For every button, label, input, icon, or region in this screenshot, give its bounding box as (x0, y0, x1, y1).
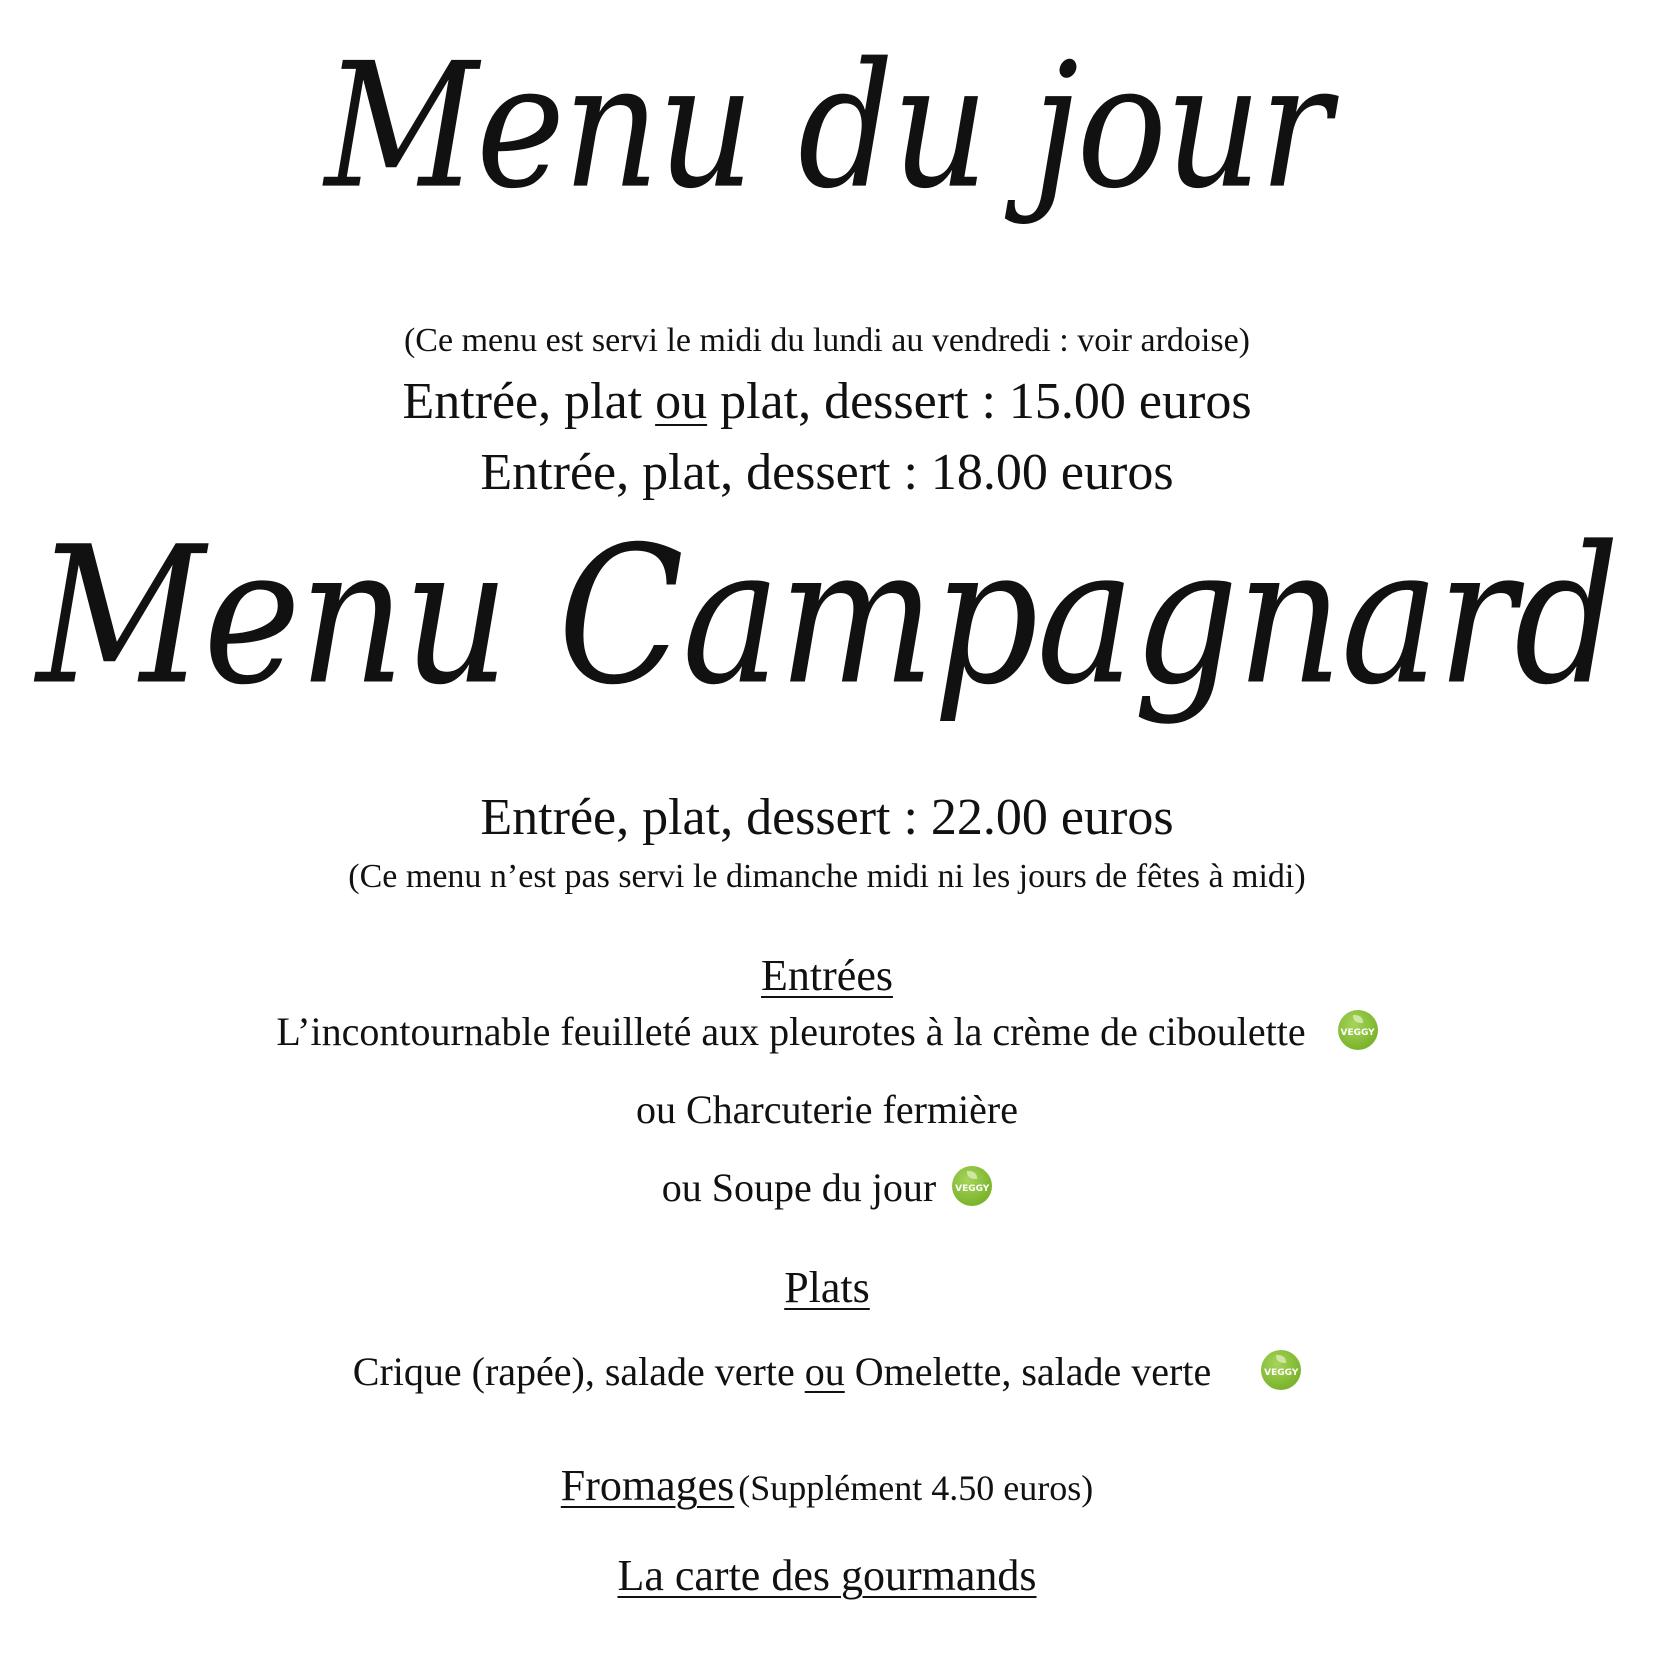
menu-campagnard-title: Menu Campagnard (36, 505, 1618, 727)
entree-item-1-label: L’incontournable feuilleté aux pleurotes à la crème de ciboulette (276, 1009, 1306, 1054)
entrees-heading: Entrées (761, 951, 893, 1000)
entree-item-3 (0, 1164, 1654, 1212)
menu-du-jour-price-2: Entrée, plat, dessert : 18.00 euros (480, 444, 1174, 501)
entree-item-2: ou Charcuterie fermière (635, 1087, 1018, 1132)
plats-heading: Plats (784, 1263, 870, 1312)
price-1-part-a: Entrée, plat (402, 373, 656, 430)
plats-part-b: Omelette, salade verte (844, 1349, 1212, 1394)
menu-du-jour-note: (Ce menu est servi le midi du lundi au vendredi : voir ardoise) (403, 322, 1250, 359)
leaf-icon (967, 1171, 977, 1179)
veggy-badge-label: VEGGY (1264, 1367, 1299, 1378)
gourmands-heading: La carte des gourmands (617, 1551, 1037, 1600)
plats-item (0, 1348, 1654, 1396)
menu-campagnard-note: (Ce menu n’est pas servi le dimanche midi ni les jours de fêtes à midi) (348, 858, 1306, 895)
price-1-ou: ou (655, 373, 708, 430)
leaf-icon (1276, 1355, 1286, 1363)
plats-ou: ou (804, 1349, 845, 1394)
fromages-heading: Fromages (560, 1461, 735, 1510)
plats-part-a: Crique (rapée), salade verte (352, 1349, 805, 1394)
menu-campagnard-price: Entrée, plat, dessert : 22.00 euros (480, 789, 1174, 846)
veggy-badge-label: VEGGY (1340, 1027, 1375, 1038)
veggy-badge-icon (952, 1166, 992, 1206)
leaf-icon (1353, 1015, 1363, 1023)
menu-du-jour-title: Menu du jour (324, 26, 1330, 228)
price-1-part-b: plat, dessert : 15.00 euros (707, 373, 1252, 430)
menu-du-jour-price-1 (0, 372, 1654, 431)
veggy-badge-icon (1338, 1010, 1378, 1050)
veggy-badge-label: VEGGY (955, 1183, 990, 1194)
veggy-badge-icon (1261, 1350, 1301, 1390)
entree-item-1 (0, 1008, 1654, 1056)
fromages-line (0, 1460, 1654, 1511)
fromages-supplement: (Supplément 4.50 euros) (738, 1468, 1094, 1508)
entree-item-3-label: ou Soupe du jour (661, 1165, 937, 1210)
